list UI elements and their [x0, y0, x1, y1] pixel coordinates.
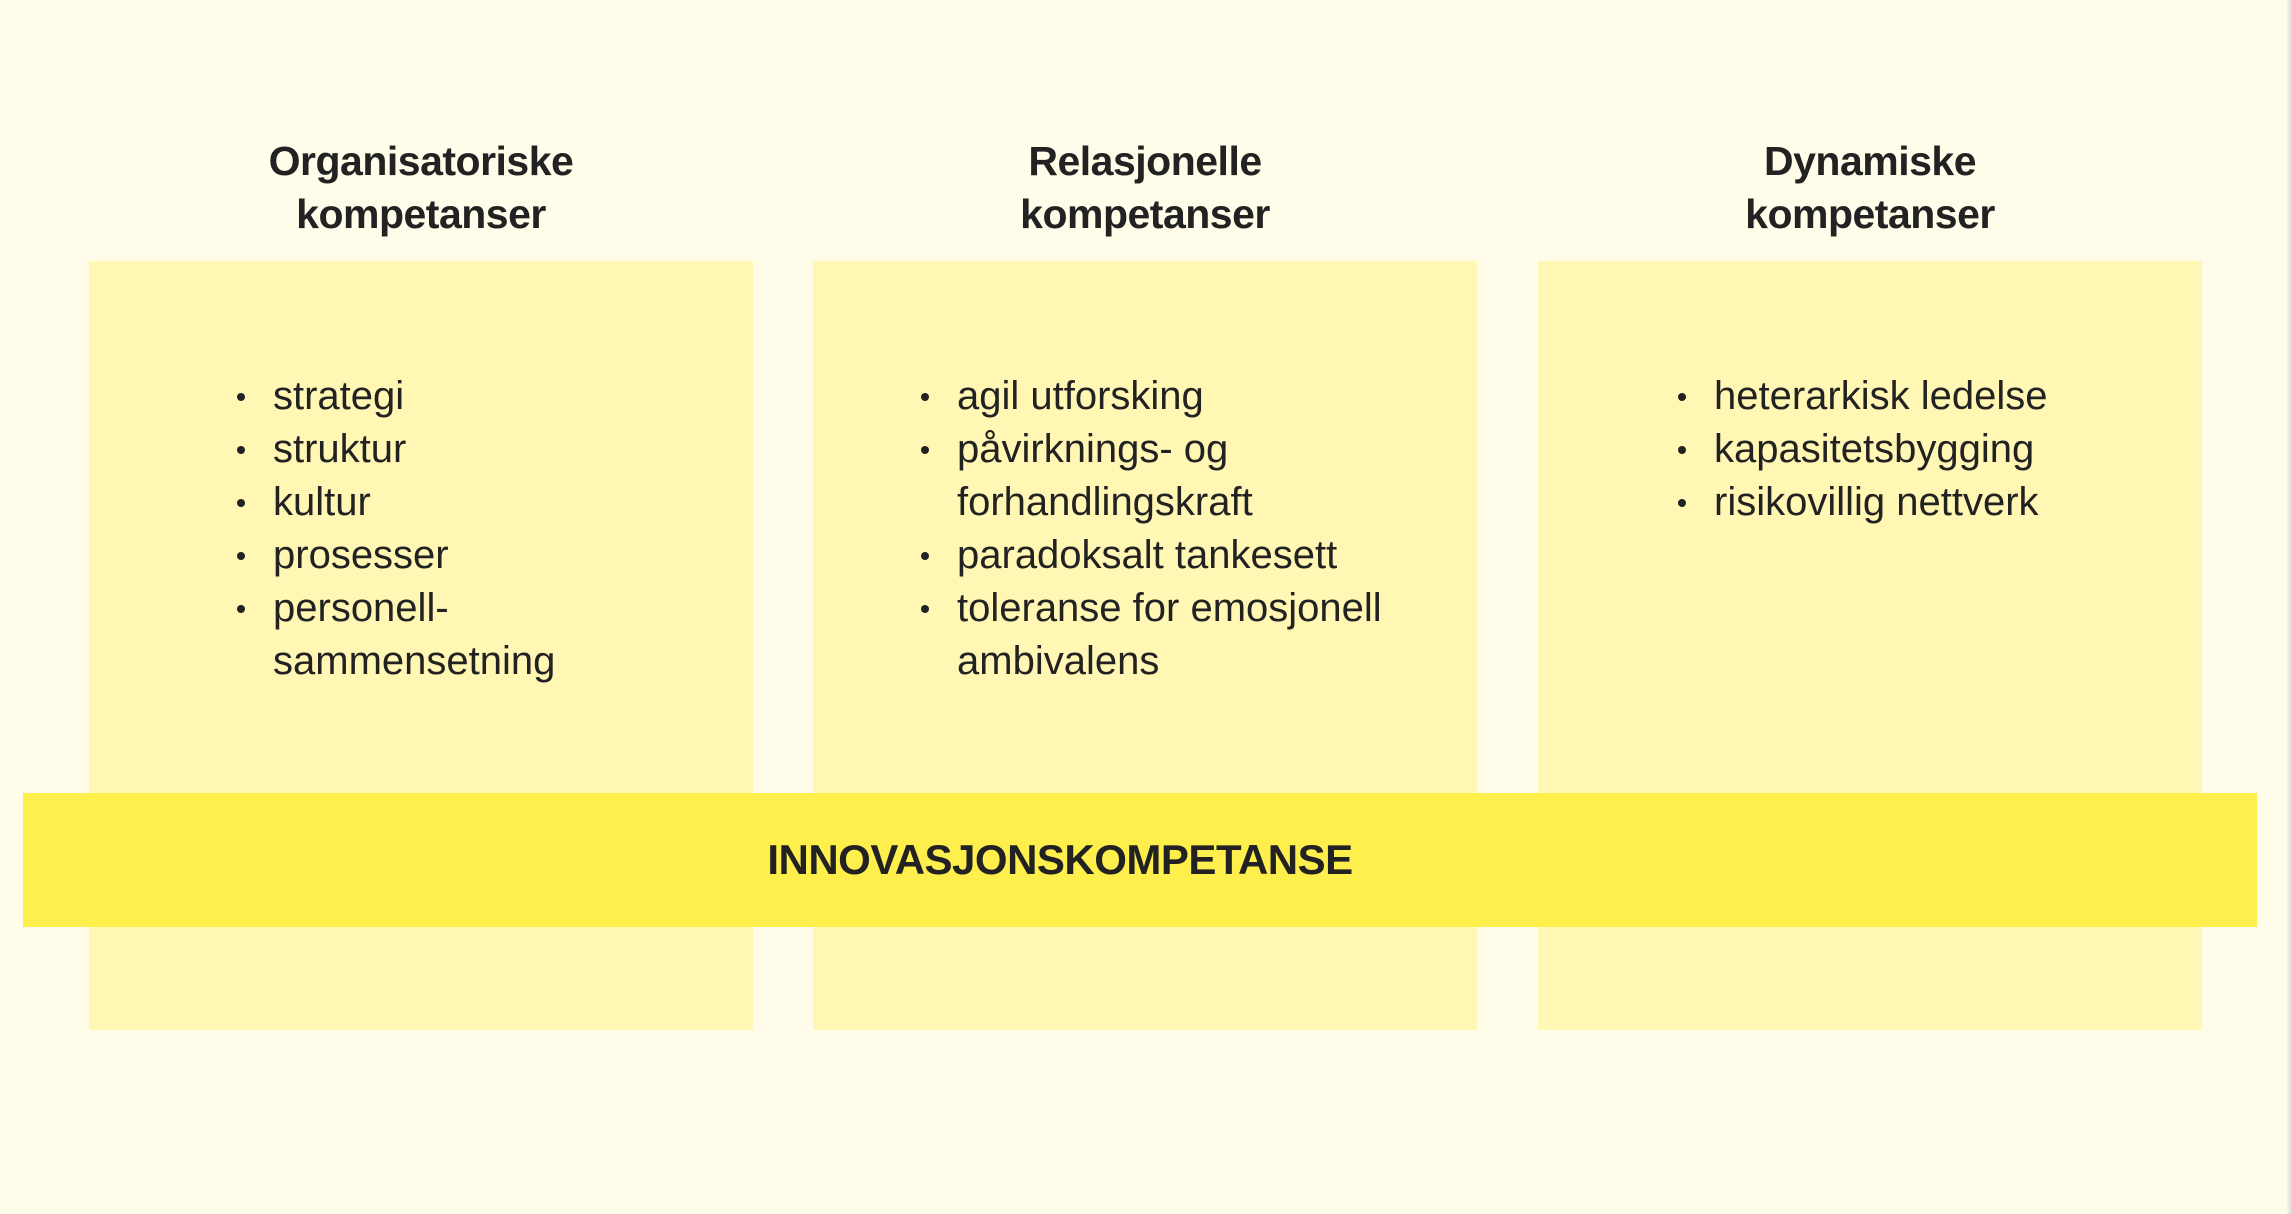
list-item: kultur	[237, 476, 555, 529]
list-dynamiske	[1678, 370, 2048, 529]
list-item: kapasitetsbygging	[1678, 423, 2048, 476]
list-item: agil utforsking	[921, 370, 1382, 423]
list-item: risikovillig nettverk	[1678, 476, 2048, 529]
list-relasjonelle	[921, 370, 1382, 688]
band-label: INNOVASJONSKOMPETANSE	[767, 836, 1353, 883]
list-item: strategi	[237, 370, 555, 423]
column-heading-dynamiske: Dynamiske kompetanser	[1745, 138, 1995, 237]
list-item: heterarkisk ledelse	[1678, 370, 2048, 423]
list-item: struktur	[237, 423, 555, 476]
list-item: prosesser	[237, 529, 555, 582]
list-organisatoriske	[237, 370, 555, 688]
list-item: toleranse for emosjonell ambivalens	[921, 582, 1382, 688]
column-heading-relasjonelle: Relasjonelle kompetanser	[1020, 138, 1270, 237]
list-item: personell- sammensetning	[237, 582, 555, 688]
list-item: paradoksalt tankesett	[921, 529, 1382, 582]
innovation-competence-band	[23, 793, 2257, 927]
column-heading-organisatoriske: Organisatoriske kompetanser	[268, 138, 574, 237]
page-edge-shadow	[2286, 0, 2292, 1214]
list-item: påvirknings- og forhandlingskraft	[921, 423, 1382, 529]
